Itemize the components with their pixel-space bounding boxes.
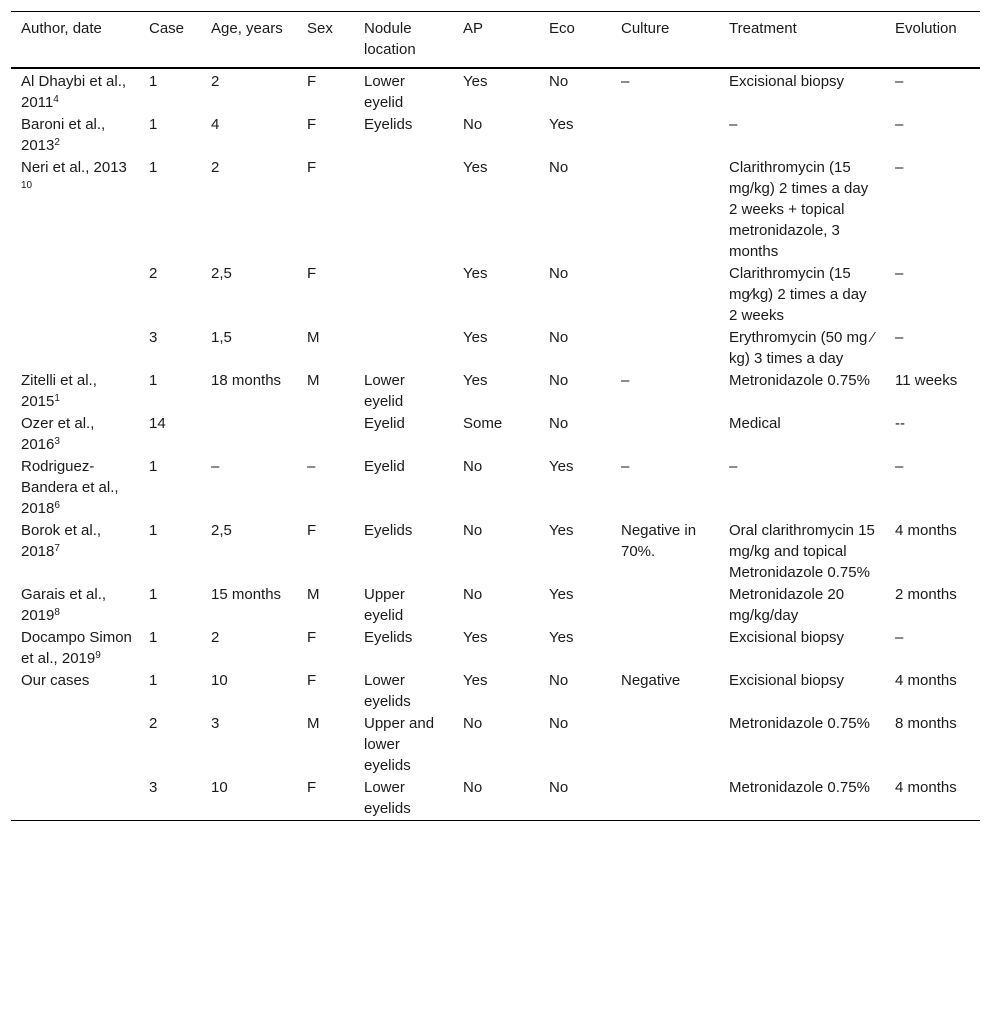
cell-nodule-location-text: Eyelid [364,458,405,475]
cell-sex [297,157,354,263]
cell-age-text: 10 [211,779,228,796]
cell-sex [297,114,354,157]
table-row [11,456,980,520]
cell-author [11,327,139,370]
cell-eco-text: No [549,73,569,90]
cell-culture [611,713,719,777]
reference-superscript: 10 [21,180,33,191]
cell-culture [611,627,719,670]
cell-culture-text: – [621,458,630,475]
cell-eco-text: No [549,672,569,689]
cell-case-text: 1 [149,73,158,90]
cell-treatment-text: Excisional biopsy [729,629,845,646]
cell-nodule-location [354,413,453,456]
cell-evolution [885,114,980,157]
cell-sex-text: F [307,522,317,539]
cell-ap [453,327,539,370]
table-row [11,627,980,670]
cell-author [11,114,139,157]
cell-eco [539,157,611,263]
cell-case-text: 1 [149,586,158,603]
reference-superscript: 9 [95,650,101,661]
cell-nodule-location [354,157,453,263]
cell-case-text: 1 [149,672,158,689]
cell-ap [453,263,539,327]
table-container [11,11,980,821]
cell-evolution [885,327,980,370]
cell-age-text: 2,5 [211,265,232,282]
cell-culture-text: – [621,372,630,389]
cell-ap [453,68,539,114]
cell-author [11,670,139,713]
cell-evolution-text: – [895,458,904,475]
cell-author-text: Rodriguez-Bandera et al., 2018 [21,458,119,517]
cell-nodule-location-text: Lower eyelids [364,779,411,817]
cell-ap [453,157,539,263]
cell-case [139,520,201,584]
cell-nodule-location [354,68,453,114]
cell-nodule-location [354,263,453,327]
cell-evolution [885,263,980,327]
header-eco: Eco [549,20,575,37]
cell-nodule-location [354,456,453,520]
cell-case-text: 2 [149,265,158,282]
reference-superscript: 6 [54,500,60,511]
cell-treatment [719,627,885,670]
cell-author-text: Our cases [21,672,90,689]
cell-ap [453,627,539,670]
header-evolution: Evolution [895,20,957,37]
header-row [11,12,980,69]
cell-author [11,263,139,327]
cell-culture [611,68,719,114]
cell-treatment [719,456,885,520]
cell-evolution [885,627,980,670]
table-row [11,777,980,821]
cell-ap-text: No [463,586,483,603]
cell-ap [453,370,539,413]
cell-treatment [719,263,885,327]
cell-culture [611,584,719,627]
cell-age [201,584,297,627]
cell-nodule-location-text: Lower eyelid [364,73,405,111]
cell-author [11,713,139,777]
table-row [11,413,980,456]
cell-ap [453,584,539,627]
cell-sex-text: M [307,372,320,389]
cell-ap [453,713,539,777]
cell-ap-text: Yes [463,73,488,90]
reference-superscript: 1 [54,393,60,404]
cell-author-text: Al Dhaybi et al., 2011 [21,73,127,111]
cell-nodule-location [354,327,453,370]
header-author: Author, date [21,20,102,37]
cell-ap-text: Yes [463,372,488,389]
cell-ap-text: No [463,522,483,539]
cell-case [139,413,201,456]
cell-case [139,370,201,413]
cell-treatment-text: – [729,458,738,475]
cell-culture [611,670,719,713]
cell-author [11,456,139,520]
cell-ap-text: No [463,458,483,475]
cell-case-text: 1 [149,116,158,133]
cell-nodule-location [354,520,453,584]
cell-age-text: 2 [211,159,220,176]
cell-age-text: 2,5 [211,522,232,539]
cell-evolution-text: 8 months [895,715,957,732]
cell-sex-text: F [307,629,317,646]
cell-sex [297,456,354,520]
cell-case-text: 1 [149,159,158,176]
header-culture: Culture [621,20,670,37]
cell-treatment [719,327,885,370]
cell-age [201,327,297,370]
cell-evolution [885,584,980,627]
cell-sex-text: F [307,159,317,176]
cell-nodule-location-text: Lower eyelids [364,672,411,710]
cell-sex-text: F [307,265,317,282]
table-row [11,263,980,327]
cell-ap [453,777,539,821]
cell-nodule-location [354,627,453,670]
cell-sex [297,68,354,114]
cell-case-text: 2 [149,715,158,732]
cell-nodule-location-text: Upper and lower eyelids [364,715,435,774]
cell-age [201,157,297,263]
cell-age [201,713,297,777]
table-row [11,713,980,777]
cell-case-text: 14 [149,415,166,432]
cell-age [201,68,297,114]
cell-culture [611,777,719,821]
cell-sex-text: F [307,116,317,133]
cell-ap [453,456,539,520]
cell-evolution [885,413,980,456]
table-row [11,114,980,157]
cell-evolution-text: -- [895,415,905,432]
cell-culture-text: Negative in 70%. [621,522,697,560]
cell-eco-text: Yes [549,458,574,475]
cell-eco-text: Yes [549,629,574,646]
cell-evolution [885,456,980,520]
cell-sex [297,670,354,713]
reference-superscript: 7 [54,543,60,554]
cell-nodule-location-text: Upper eyelid [364,586,405,624]
cell-eco-text: Yes [549,586,574,603]
cell-age-text: 2 [211,629,220,646]
cell-case [139,157,201,263]
cell-eco [539,456,611,520]
table-row [11,670,980,713]
cell-age-text: 10 [211,672,228,689]
cell-evolution-text: – [895,116,904,133]
cell-evolution [885,777,980,821]
cell-culture [611,157,719,263]
cell-age-text: 15 months [211,586,282,603]
cell-author [11,413,139,456]
cell-age-text: 3 [211,715,220,732]
cell-author-text: Garais et al., 2019 [21,586,107,624]
cell-age [201,520,297,584]
cell-ap-text: Yes [463,329,488,346]
cell-case-text: 1 [149,629,158,646]
cell-author [11,68,139,114]
cell-treatment-text: Metronidazole 0.75% [729,372,870,389]
cell-ap [453,413,539,456]
cell-evolution [885,520,980,584]
cell-eco [539,627,611,670]
cell-sex [297,413,354,456]
cell-case-text: 3 [149,329,158,346]
cell-sex-text: – [307,458,316,475]
reference-superscript: 2 [54,137,60,148]
studies-table [11,11,980,821]
cell-author-text: Zitelli et al., 2015 [21,372,97,410]
cell-ap-text: No [463,715,483,732]
cell-age [201,114,297,157]
cell-evolution [885,157,980,263]
cell-author [11,520,139,584]
cell-sex-text: M [307,715,320,732]
cell-eco [539,114,611,157]
cell-ap [453,670,539,713]
cell-ap-text: Yes [463,265,488,282]
cell-case [139,456,201,520]
cell-age [201,370,297,413]
table-row [11,327,980,370]
cell-nodule-location [354,370,453,413]
cell-case-text: 1 [149,458,158,475]
cell-case [139,627,201,670]
cell-treatment-text: Excisional biopsy [729,672,845,689]
cell-evolution-text: 4 months [895,522,957,539]
cell-author [11,777,139,821]
cell-author [11,370,139,413]
cell-nodule-location [354,114,453,157]
cell-evolution-text: – [895,329,904,346]
cell-case-text: 3 [149,779,158,796]
cell-evolution-text: – [895,73,904,90]
table-body [11,68,980,821]
cell-treatment [719,68,885,114]
cell-author-text: Borok et al., 2018 [21,522,102,560]
cell-evolution [885,370,980,413]
cell-age [201,456,297,520]
cell-author-text: Neri et al., 2013 [21,159,127,176]
cell-treatment [719,370,885,413]
cell-author-text: Ozer et al., 2016 [21,415,95,453]
table-row [11,520,980,584]
table-row [11,68,980,114]
cell-author [11,627,139,670]
cell-ap-text: Yes [463,159,488,176]
cell-sex [297,713,354,777]
cell-nodule-location [354,777,453,821]
cell-treatment-text: Metronidazole 0.75% [729,715,870,732]
cell-evolution [885,713,980,777]
cell-nodule-location-text: Eyelids [364,116,413,133]
header-treatment: Treatment [729,20,797,37]
cell-nodule-location-text: Lower eyelid [364,372,405,410]
cell-eco-text: No [549,159,569,176]
cell-case [139,713,201,777]
cell-age-text: 2 [211,73,220,90]
cell-age [201,670,297,713]
cell-nodule-location-text: Eyelids [364,522,413,539]
cell-sex [297,627,354,670]
cell-treatment [719,157,885,263]
cell-evolution-text: – [895,159,904,176]
cell-case [139,263,201,327]
cell-case [139,68,201,114]
cell-ap-text: Yes [463,629,488,646]
cell-case [139,777,201,821]
cell-sex-text: F [307,779,317,796]
header-nodule-location: Nodule location [364,20,416,58]
cell-treatment-text: Erythromycin (50 mg ⁄ kg) 3 times a day [729,329,875,367]
cell-age [201,777,297,821]
cell-culture [611,327,719,370]
header-ap: AP [463,20,484,37]
cell-eco [539,370,611,413]
cell-nodule-location-text: Eyelids [364,629,413,646]
header-age: Age, years [211,20,283,37]
cell-eco [539,413,611,456]
cell-ap-text: No [463,116,483,133]
cell-culture [611,413,719,456]
cell-ap-text: No [463,779,483,796]
cell-sex-text: F [307,73,317,90]
cell-culture [611,370,719,413]
cell-sex [297,370,354,413]
cell-sex [297,520,354,584]
cell-eco-text: No [549,415,569,432]
cell-nodule-location [354,670,453,713]
cell-age [201,413,297,456]
cell-age [201,263,297,327]
cell-treatment-text: Metronidazole 0.75% [729,779,870,796]
cell-evolution [885,670,980,713]
cell-case [139,584,201,627]
cell-evolution-text: 11 weeks [895,372,958,389]
cell-author [11,584,139,627]
cell-eco [539,263,611,327]
table-row [11,370,980,413]
cell-treatment [719,413,885,456]
cell-sex-text: F [307,672,317,689]
cell-evolution-text: – [895,265,904,282]
cell-eco-text: No [549,715,569,732]
cell-sex [297,584,354,627]
cell-sex [297,777,354,821]
cell-ap [453,520,539,584]
cell-eco [539,68,611,114]
cell-case [139,114,201,157]
cell-age-text: 18 months [211,372,282,389]
cell-evolution-text: 2 months [895,586,957,603]
cell-eco [539,713,611,777]
cell-treatment-text: Medical [729,415,781,432]
cell-culture-text: – [621,73,630,90]
cell-treatment-text: Metronidazole 20 mg/kg/day [729,586,845,624]
cell-sex-text: M [307,586,320,603]
cell-sex [297,327,354,370]
reference-superscript: 3 [54,436,60,447]
cell-age [201,627,297,670]
cell-ap-text: Yes [463,672,488,689]
cell-eco-text: Yes [549,116,574,133]
cell-eco [539,777,611,821]
cell-treatment-text: Clarithromycin (15 mg⁄kg) 2 times a day 2 weeks [729,265,867,324]
cell-case [139,670,201,713]
cell-eco-text: No [549,265,569,282]
cell-eco [539,670,611,713]
cell-evolution [885,68,980,114]
cell-treatment-text: Clarithromycin (15 mg/kg) 2 times a day 2 weeks + topical metronidazole, 3 months [729,159,869,260]
cell-treatment [719,114,885,157]
cell-treatment [719,670,885,713]
table-row [11,157,980,263]
header-case: Case [149,20,185,37]
cell-evolution-text: – [895,629,904,646]
cell-culture [611,263,719,327]
cell-author-text: Docampo Simon et al., 2019 [21,629,132,667]
cell-eco-text: Yes [549,522,574,539]
cell-culture [611,114,719,157]
cell-evolution-text: 4 months [895,779,957,796]
cell-age-text: 1,5 [211,329,232,346]
cell-nodule-location [354,584,453,627]
cell-culture [611,456,719,520]
cell-author-text: Baroni et al., 2013 [21,116,106,154]
cell-treatment [719,584,885,627]
cell-eco-text: No [549,372,569,389]
cell-nodule-location [354,713,453,777]
cell-ap-text: Some [463,415,503,432]
cell-eco-text: No [549,779,569,796]
cell-evolution-text: 4 months [895,672,957,689]
cell-treatment [719,520,885,584]
cell-age-text: – [211,458,220,475]
cell-case-text: 1 [149,522,158,539]
reference-superscript: 8 [54,607,60,618]
cell-nodule-location-text: Eyelid [364,415,405,432]
cell-treatment [719,713,885,777]
cell-treatment-text: Excisional biopsy [729,73,845,90]
cell-treatment [719,777,885,821]
cell-sex [297,263,354,327]
cell-treatment-text: Oral clarithromycin 15 mg/kg and topical Metronidazole 0.75% [729,522,875,581]
header-sex: Sex [307,20,333,37]
cell-sex-text: M [307,329,320,346]
cell-eco [539,520,611,584]
table-row [11,584,980,627]
cell-author [11,157,139,263]
cell-ap [453,114,539,157]
cell-eco [539,584,611,627]
cell-culture-text: Negative [621,672,681,689]
cell-eco [539,327,611,370]
reference-superscript: 4 [53,94,59,105]
cell-case-text: 1 [149,372,158,389]
cell-eco-text: No [549,329,569,346]
cell-culture [611,520,719,584]
cell-case [139,327,201,370]
cell-age-text: 4 [211,116,220,133]
cell-treatment-text: – [729,116,738,133]
